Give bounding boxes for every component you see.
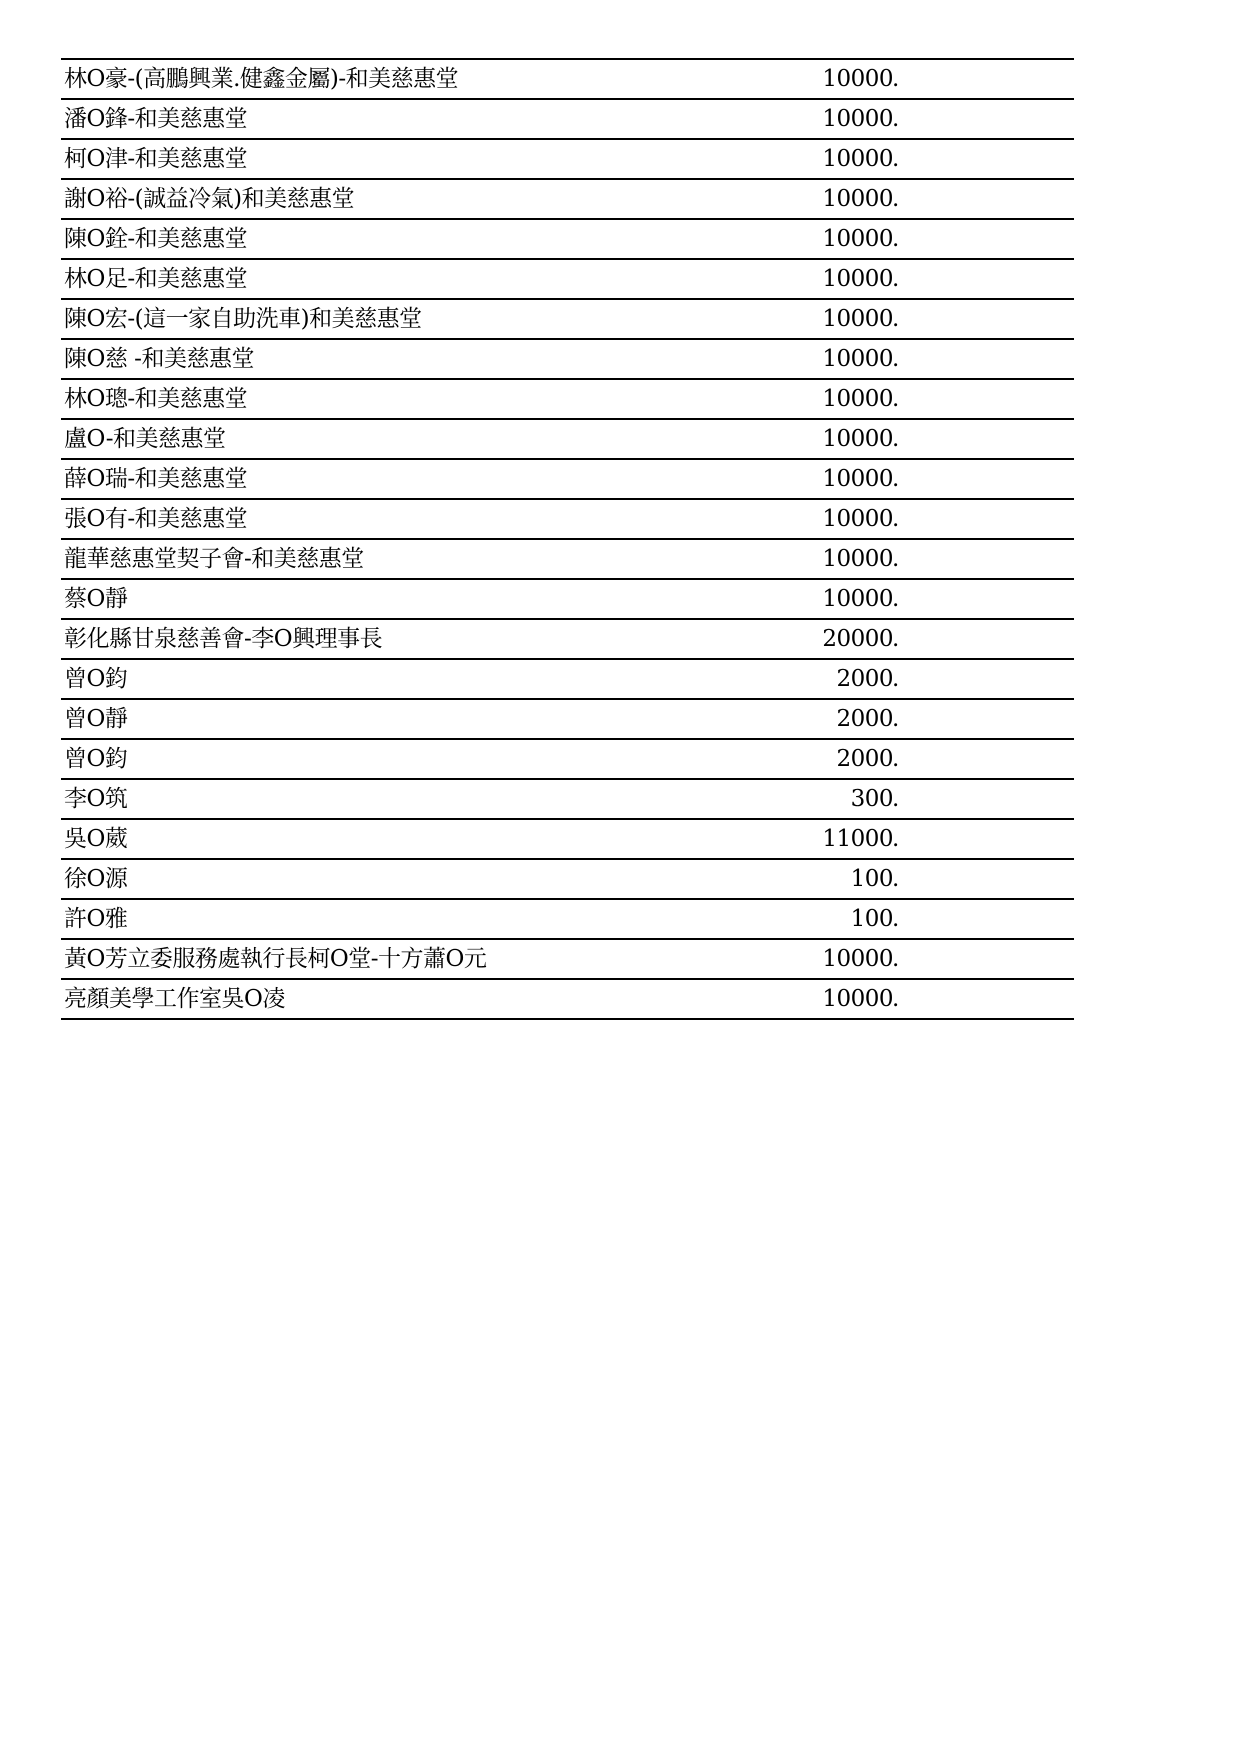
donation-amount: 10000 xyxy=(822,426,893,452)
table-row xyxy=(61,180,1074,220)
donor-name: 曾O鈞 xyxy=(64,746,128,772)
table-row xyxy=(61,940,1074,980)
amount-dot: . xyxy=(892,786,900,812)
table-row xyxy=(61,780,1074,820)
donor-name: 潘O鋒-和美慈惠堂 xyxy=(64,106,248,132)
table-row xyxy=(61,300,1074,340)
donation-amount: 10000 xyxy=(822,386,893,412)
table-row xyxy=(61,140,1074,180)
donor-name: 陳O慈 -和美慈惠堂 xyxy=(64,346,254,372)
amount-dot: . xyxy=(892,346,900,372)
donor-name: 亮顏美學工作室吳O凌 xyxy=(64,986,285,1012)
amount-dot: . xyxy=(892,906,900,932)
table-row xyxy=(61,380,1074,420)
donor-name: 林O足-和美慈惠堂 xyxy=(64,266,248,292)
donor-name: 曾O鈞 xyxy=(64,666,128,692)
amount-dot: . xyxy=(892,426,900,452)
donation-amount: 100 xyxy=(850,906,893,932)
amount-dot: . xyxy=(892,746,900,772)
donor-name: 彰化縣甘泉慈善會-李O興理事長 xyxy=(64,626,383,652)
amount-dot: . xyxy=(892,586,900,612)
donation-amount: 300 xyxy=(850,786,893,812)
table-row xyxy=(61,60,1074,100)
table-row xyxy=(61,820,1074,860)
donation-amount: 10000 xyxy=(822,226,893,252)
table-row xyxy=(61,540,1074,580)
amount-dot: . xyxy=(892,306,900,332)
donation-amount: 10000 xyxy=(822,546,893,572)
donor-name: 張O有-和美慈惠堂 xyxy=(64,506,248,532)
table-row xyxy=(61,860,1074,900)
donation-amount: 20000 xyxy=(822,626,893,652)
amount-dot: . xyxy=(892,666,900,692)
table-row xyxy=(61,500,1074,540)
donor-name: 林O璁-和美慈惠堂 xyxy=(64,386,248,412)
table-row xyxy=(61,460,1074,500)
amount-dot: . xyxy=(892,66,900,92)
donation-amount: 2000 xyxy=(836,706,893,732)
donation-amount: 10000 xyxy=(822,306,893,332)
donation-amount: 10000 xyxy=(822,946,893,972)
donor-name: 蔡O靜 xyxy=(64,586,128,612)
amount-dot: . xyxy=(892,946,900,972)
donation-amount: 10000 xyxy=(822,986,893,1012)
donation-amount: 2000 xyxy=(836,666,893,692)
amount-dot: . xyxy=(892,386,900,412)
table-row xyxy=(61,580,1074,620)
table-row xyxy=(61,260,1074,300)
amount-dot: . xyxy=(892,826,900,852)
table-row xyxy=(61,420,1074,460)
table-row xyxy=(61,740,1074,780)
table-row xyxy=(61,220,1074,260)
amount-dot: . xyxy=(892,266,900,292)
donation-amount: 10000 xyxy=(822,66,893,92)
donor-name: 曾O靜 xyxy=(64,706,128,732)
amount-dot: . xyxy=(892,226,900,252)
table-row xyxy=(61,620,1074,660)
donor-name: 林O豪-(高鵬興業.健鑫金屬)-和美慈惠堂 xyxy=(64,66,459,92)
donor-name: 吳O葳 xyxy=(64,826,128,852)
donor-name: 薛O瑞-和美慈惠堂 xyxy=(64,466,248,492)
donation-amount: 10000 xyxy=(822,186,893,212)
donor-name: 柯O津-和美慈惠堂 xyxy=(64,146,248,172)
donor-name: 許O雅 xyxy=(64,906,128,932)
table-row xyxy=(61,980,1074,1020)
donation-amount: 10000 xyxy=(822,506,893,532)
donation-amount: 10000 xyxy=(822,586,893,612)
donation-amount: 2000 xyxy=(836,746,893,772)
donation-amount: 100 xyxy=(850,866,893,892)
table-row xyxy=(61,100,1074,140)
amount-dot: . xyxy=(892,986,900,1012)
donation-amount: 10000 xyxy=(822,146,893,172)
donation-amount: 10000 xyxy=(822,466,893,492)
table-row xyxy=(61,340,1074,380)
donor-name: 龍華慈惠堂契子會-和美慈惠堂 xyxy=(64,546,364,572)
amount-dot: . xyxy=(892,706,900,732)
donor-name: 謝O裕-(誠益冷氣)和美慈惠堂 xyxy=(64,186,355,212)
amount-dot: . xyxy=(892,866,900,892)
amount-dot: . xyxy=(892,146,900,172)
donor-name: 陳O宏-(這一家自助洗車)和美慈惠堂 xyxy=(64,306,422,332)
donation-amount: 10000 xyxy=(822,106,893,132)
amount-dot: . xyxy=(892,466,900,492)
donation-amount: 10000 xyxy=(822,346,893,372)
amount-dot: . xyxy=(892,106,900,132)
donation-amount: 11000 xyxy=(822,826,893,852)
amount-dot: . xyxy=(892,506,900,532)
donation-ledger-table xyxy=(61,58,1074,1020)
table-row xyxy=(61,700,1074,740)
donor-name: 陳O銓-和美慈惠堂 xyxy=(64,226,248,252)
donor-name: 盧O-和美慈惠堂 xyxy=(64,426,226,452)
donation-amount: 10000 xyxy=(822,266,893,292)
table-row xyxy=(61,900,1074,940)
amount-dot: . xyxy=(892,546,900,572)
donor-name: 黃O芳立委服務處執行長柯O堂-十方蕭O元 xyxy=(64,946,487,972)
donor-name: 李O筑 xyxy=(64,786,128,812)
amount-dot: . xyxy=(892,626,900,652)
amount-dot: . xyxy=(892,186,900,212)
donor-name: 徐O源 xyxy=(64,866,128,892)
table-row xyxy=(61,660,1074,700)
